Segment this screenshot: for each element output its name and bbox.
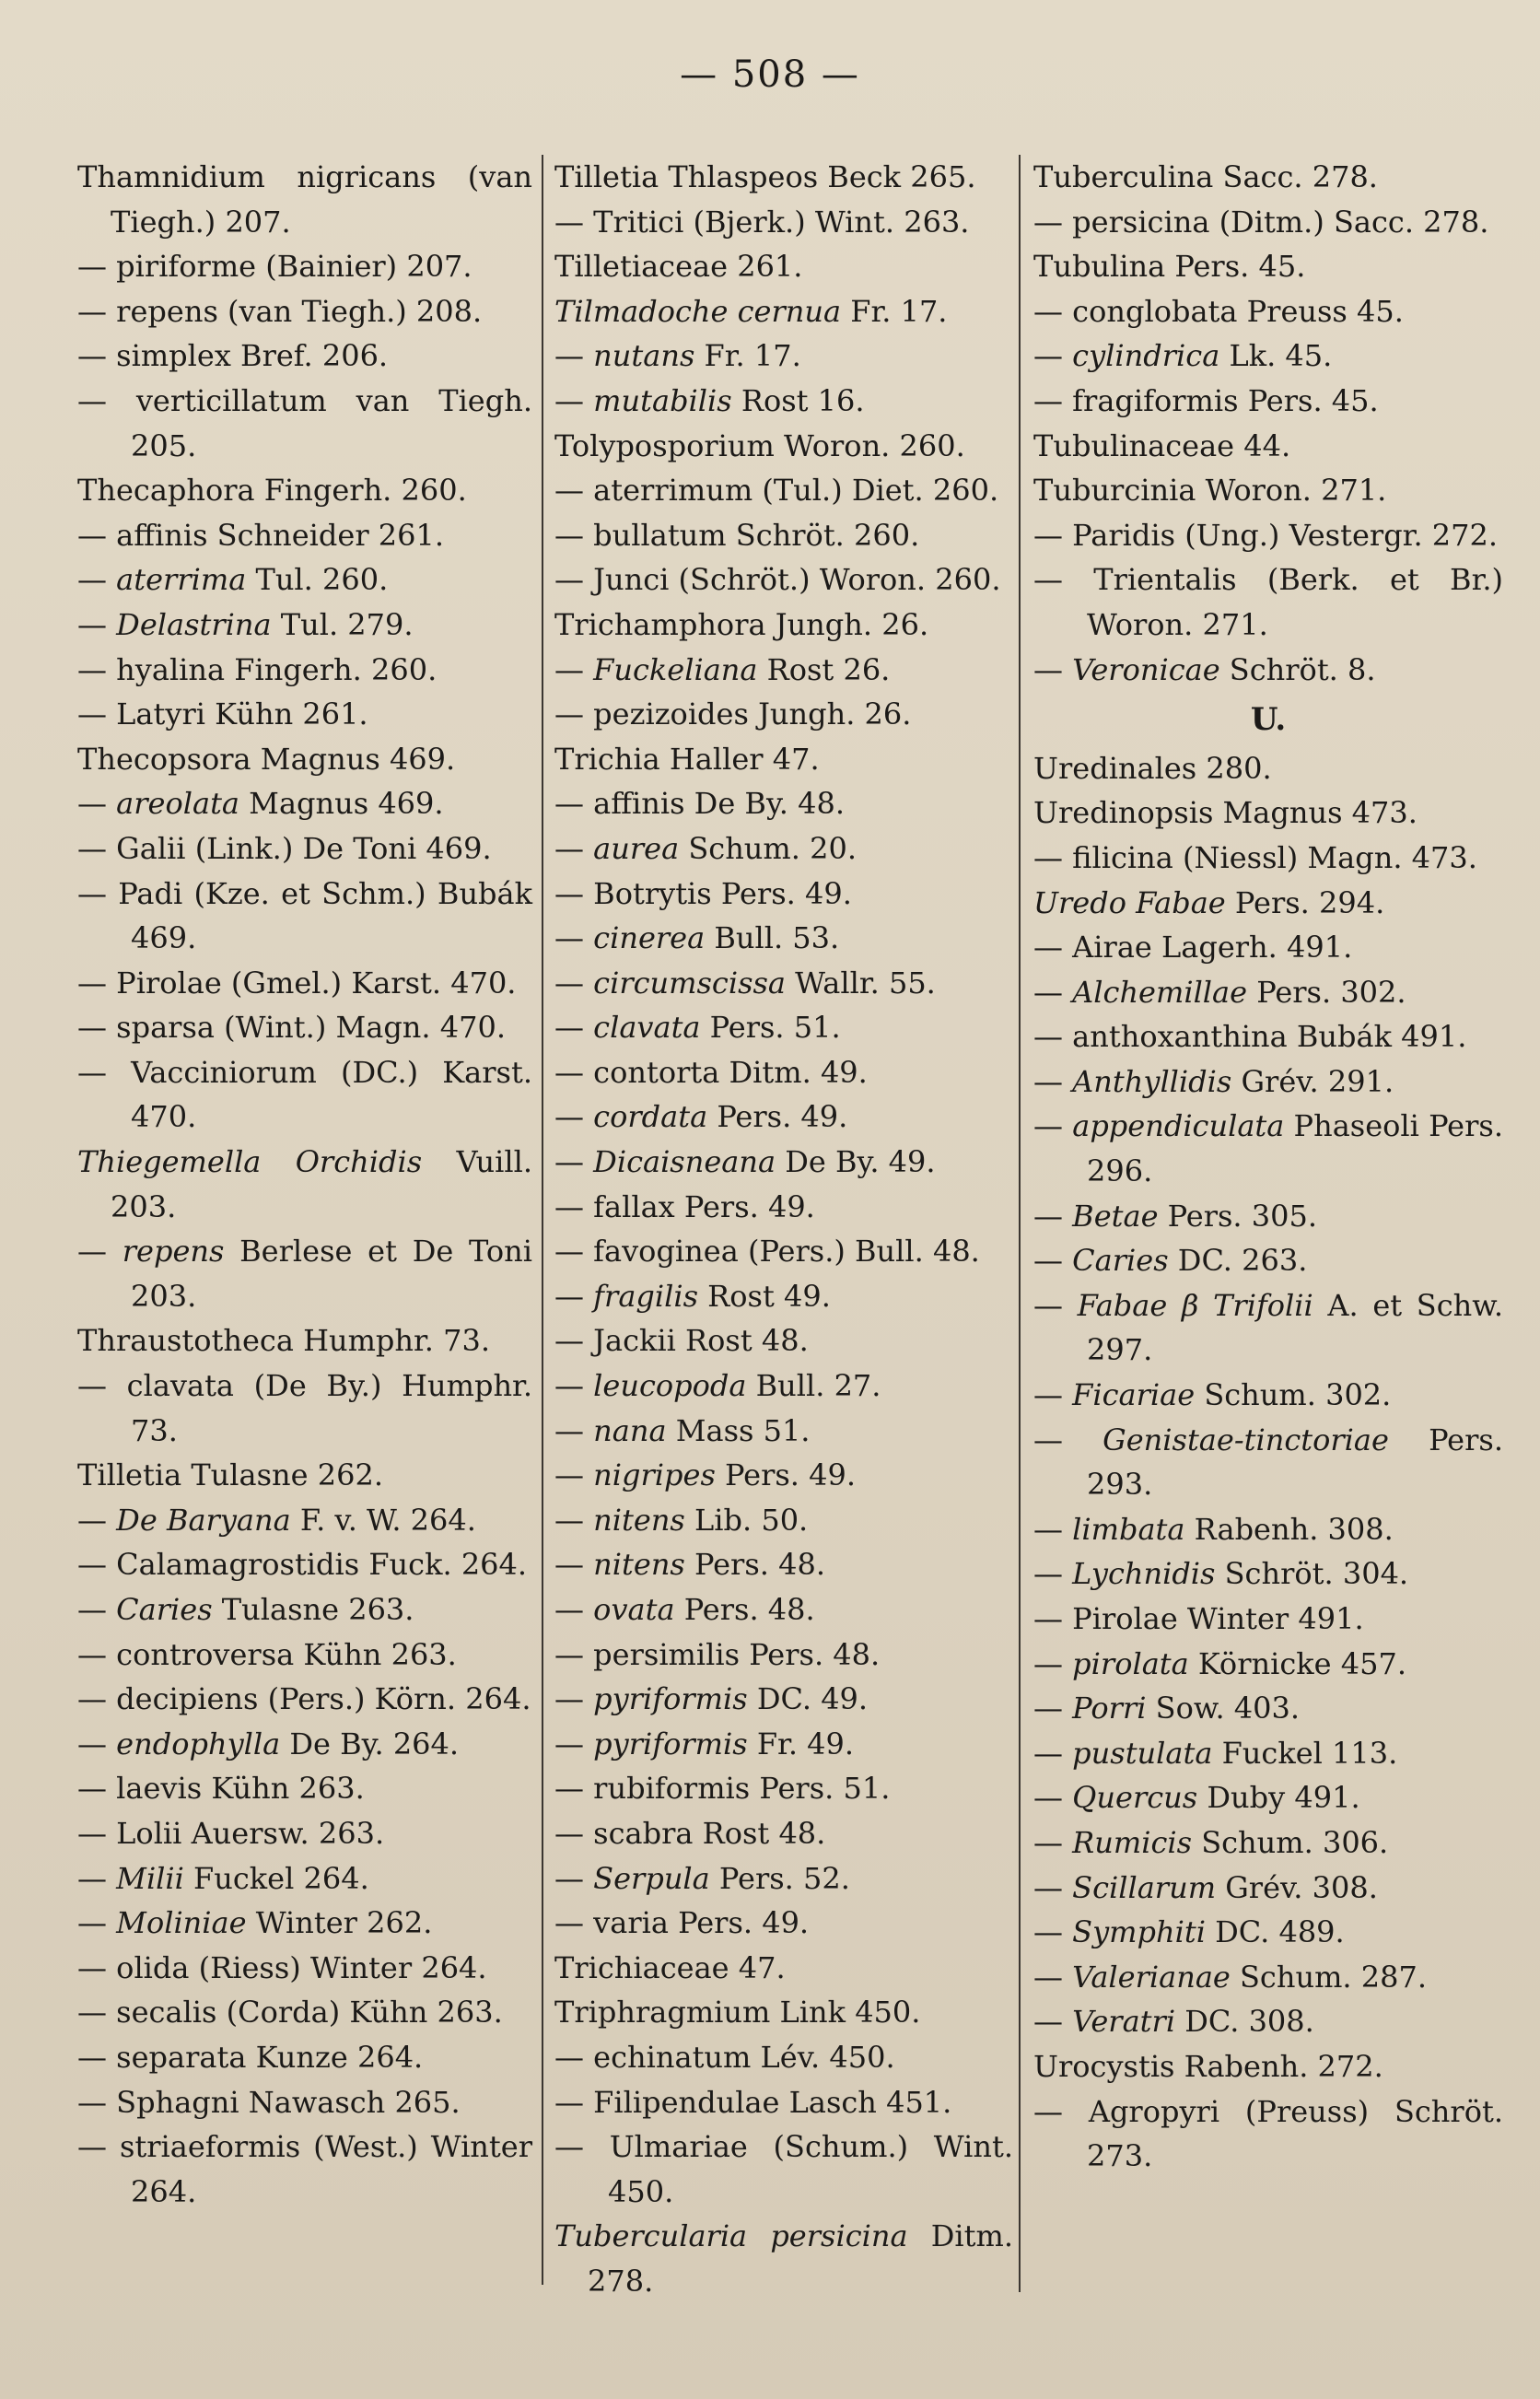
index-entry-genus: Trichia Haller 47. — [554, 741, 820, 777]
index-entry — [1033, 1418, 1503, 1507]
index-entry: — Jackii Rost 48. — [554, 1323, 809, 1359]
index-entry — [554, 826, 1013, 872]
index-entry — [1033, 1283, 1503, 1373]
entry-prefix: — — [1033, 1780, 1073, 1816]
index-entry: — rubiformis Pers. 51. — [554, 1771, 891, 1807]
entry-italic-name: De Baryana — [116, 1502, 291, 1538]
entry-italic-name: Caries — [116, 1592, 213, 1627]
entry-authority: Phaseoli Pers. 296. — [1087, 1108, 1504, 1189]
entry-italic-name: Porri — [1072, 1691, 1147, 1726]
entry-prefix: — — [554, 830, 594, 866]
index-entry-genus: Tolyposporium Woron. 260. — [554, 427, 965, 463]
entry-italic-name: Serpula — [593, 1860, 710, 1896]
entry-prefix: — — [1033, 1959, 1073, 1995]
entry-italic-name: Scillarum — [1072, 1869, 1217, 1905]
entry-italic-name: circumscissa — [593, 965, 786, 1001]
index-entry — [1033, 1373, 1503, 1418]
index-entry-genus: Tuburcinia Woron. 271. — [1033, 473, 1387, 509]
entry-prefix: — — [554, 1278, 594, 1314]
index-entry — [1033, 1866, 1503, 1911]
index-entry — [554, 1677, 1013, 1722]
entry-authority: Fr. 17. — [694, 338, 801, 374]
entry-authority: Pers. 305. — [1158, 1198, 1318, 1234]
index-entry: — laevis Kühn 263. — [77, 1771, 365, 1807]
entry-italic-name: Rumicis — [1072, 1824, 1193, 1860]
entry-italic-name: endophylla — [116, 1726, 281, 1761]
section-heading: U. — [1250, 701, 1287, 739]
index-entry-genus: Triphragmium Link 450. — [554, 1995, 921, 2030]
index-column-2 — [554, 155, 1013, 2304]
entry-authority: Tul. 279. — [271, 606, 414, 642]
entry-italic-name: nitens — [593, 1502, 685, 1538]
entry-prefix: — — [1033, 1824, 1073, 1860]
entry-authority: Berlese et De Toni 203. — [131, 1234, 532, 1314]
index-entry — [554, 648, 1013, 693]
entry-italic-name: cinerea — [593, 920, 706, 956]
entry-authority: F. v. W. 264. — [290, 1502, 476, 1538]
entry-authority: Pers. 49. — [707, 1099, 848, 1135]
entry-italic-name: leucopoda — [593, 1368, 747, 1404]
index-entry — [1033, 1059, 1503, 1105]
entry-prefix: — — [1033, 974, 1073, 1010]
entry-prefix: — — [554, 1457, 594, 1493]
index-entry — [1033, 1910, 1503, 1955]
index-entry — [1033, 1194, 1503, 1239]
entry-prefix: — — [77, 1726, 117, 1761]
index-entry: — striaeformis (West.) Winter 264. — [77, 2129, 532, 2209]
index-entry-genus: Tilletia Tulasne 262. — [77, 1457, 383, 1493]
index-entry-genus: Tubulinaceae 44. — [1033, 427, 1291, 463]
entry-prefix: — — [1033, 1645, 1073, 1681]
index-entry-genus: Thecaphora Fingerh. 260. — [77, 473, 467, 509]
index-entry — [1033, 1238, 1503, 1283]
entry-authority: Duby 491. — [1197, 1780, 1360, 1816]
entry-prefix: — — [1033, 1556, 1073, 1592]
index-column-1 — [77, 155, 532, 2214]
entry-italic-name: ovata — [593, 1592, 675, 1627]
entry-authority: Fr. 49. — [747, 1726, 855, 1761]
entry-authority: DC. 489. — [1205, 1914, 1345, 1950]
entry-italic-name: Delastrina — [116, 606, 272, 642]
entry-prefix: — — [554, 338, 594, 374]
index-entry — [1033, 1731, 1503, 1776]
index-entry-genus: Tubulina Pers. 45. — [1033, 249, 1306, 285]
index-entry — [77, 1856, 532, 1902]
entry-authority: De By. 264. — [280, 1726, 460, 1761]
entry-italic-name: pyriformis — [593, 1726, 748, 1761]
index-entry: — controversa Kühn 263. — [77, 1636, 457, 1672]
index-entry — [1033, 1775, 1503, 1820]
index-entry-genus: Thecopsora Magnus 469. — [77, 741, 456, 777]
index-entry — [77, 1498, 532, 1543]
entry-authority: Fuckel 113. — [1212, 1735, 1398, 1771]
index-entry — [554, 1453, 1013, 1498]
entry-authority: Pers. 51. — [700, 1010, 841, 1046]
index-entry — [554, 1005, 1013, 1050]
index-entry — [554, 961, 1013, 1006]
index-entry: — fragiformis Pers. 45. — [1033, 382, 1379, 418]
index-entry: — olida (Riess) Winter 264. — [77, 1949, 487, 1985]
index-entry — [1033, 1642, 1503, 1687]
index-entry — [554, 379, 1013, 424]
index-entry: — pezizoides Jungh. 26. — [554, 696, 912, 732]
index-entry: — Padi (Kze. et Schm.) Bubák 469. — [77, 875, 532, 956]
index-entry: — bullatum Schröt. 260. — [554, 517, 920, 553]
entry-authority: DC. 263. — [1168, 1243, 1308, 1279]
index-entry: — Latyri Kühn 261. — [77, 696, 368, 732]
entry-prefix: — — [554, 1726, 594, 1761]
entry-authority: Rost 26. — [757, 651, 891, 687]
entry-prefix: — — [77, 1502, 117, 1538]
entry-italic-name: aurea — [593, 830, 680, 866]
column-divider — [1019, 155, 1021, 2292]
entry-authority: Pers. 48. — [674, 1592, 815, 1627]
index-entry-genus: Trichamphora Jungh. 26. — [554, 606, 929, 642]
index-entry: — secalis (Corda) Kühn 263. — [77, 1995, 503, 2030]
index-entry — [554, 1498, 1013, 1543]
entry-italic-name: repens — [122, 1234, 225, 1270]
entry-italic-name: limbata — [1072, 1511, 1185, 1547]
entry-authority: Wallr. 55. — [786, 965, 936, 1001]
index-entry — [1033, 970, 1503, 1015]
index-entry: — Sphagni Nawasch 265. — [77, 2084, 461, 2120]
entry-italic-name: Fuckeliana — [593, 651, 758, 687]
entry-prefix: — — [554, 1099, 594, 1135]
index-entry — [77, 781, 532, 826]
index-entry-genus — [554, 289, 1013, 334]
entry-italic-name: nigripes — [593, 1457, 716, 1493]
entry-authority: Bull. 53. — [705, 920, 840, 956]
index-entry — [554, 1363, 1013, 1409]
entry-authority: Pers. 302. — [1247, 974, 1406, 1010]
page-number: — 508 — — [680, 53, 860, 96]
entry-italic-name: Caries — [1072, 1243, 1169, 1279]
entry-italic-name: pirolata — [1072, 1645, 1189, 1681]
entry-prefix: — — [554, 1547, 594, 1583]
entry-prefix: — — [554, 1860, 594, 1896]
entry-italic-name: Tubercularia persicina — [554, 2218, 908, 2254]
index-entry — [554, 1542, 1013, 1587]
entry-italic-name: nana — [593, 1412, 667, 1448]
entry-prefix: — — [554, 1681, 594, 1717]
index-entry-genus: Thamnidium nigricans (van Tiegh.) 207. — [77, 159, 532, 240]
index-entry: — hyalina Fingerh. 260. — [77, 651, 438, 687]
entry-authority: Grév. 291. — [1231, 1063, 1394, 1099]
index-entry — [1033, 648, 1503, 693]
entry-italic-name: Genistae-tinctoriae — [1102, 1422, 1389, 1457]
index-entry: — Vacciniorum (DC.) Karst. 470. — [77, 1054, 532, 1135]
entry-authority: Fr. 17. — [841, 293, 948, 329]
index-entry — [554, 1140, 1013, 1185]
entry-authority: Rost 16. — [731, 382, 865, 418]
entry-authority: Lib. 50. — [684, 1502, 809, 1538]
entry-authority: A. et Schw. 297. — [1087, 1287, 1504, 1368]
entry-italic-name: Moliniae — [116, 1905, 247, 1941]
index-entry-genus: Trichiaceae 47. — [554, 1949, 786, 1985]
index-entry: — aterrimum (Tul.) Diet. 260. — [554, 473, 999, 509]
index-entry-genus: Thraustotheca Humphr. 73. — [77, 1323, 491, 1359]
index-entry — [77, 557, 532, 603]
entry-authority: Tul. 260. — [246, 562, 389, 598]
index-column-3 — [1033, 155, 1503, 2179]
index-entry: — Ulmariae (Schum.) Wint. 450. — [554, 2129, 1013, 2209]
index-entry — [1033, 1820, 1503, 1866]
index-entry: — echinatum Lév. 450. — [554, 2039, 895, 2075]
index-entry — [77, 1587, 532, 1632]
index-entry: — Botrytis Pers. 49. — [554, 875, 852, 911]
entry-italic-name: Valerianae — [1072, 1959, 1231, 1995]
index-entry — [554, 1409, 1013, 1454]
entry-prefix: — — [77, 1905, 117, 1941]
column-divider — [542, 155, 543, 2285]
entry-italic-name: Veronicae — [1072, 651, 1220, 687]
index-entry-genus: Tuberculina Sacc. 278. — [1033, 159, 1378, 194]
index-entry: — persimilis Pers. 48. — [554, 1636, 881, 1672]
index-entry — [1033, 1955, 1503, 2000]
index-entry: — conglobata Preuss 45. — [1033, 293, 1404, 329]
entry-italic-name: nitens — [593, 1547, 685, 1583]
index-entry: — Trientalis (Berk. et Br.) Woron. 271. — [1033, 562, 1503, 642]
index-entry — [1033, 1551, 1503, 1597]
entry-authority: DC. 49. — [747, 1681, 869, 1717]
entry-italic-name: mutabilis — [593, 382, 732, 418]
entry-authority: Pers. 52. — [709, 1860, 850, 1896]
entry-authority: Pers. 294. — [1225, 884, 1385, 920]
entry-italic-name: pustulata — [1072, 1735, 1213, 1771]
index-entry: — repens (van Tiegh.) 208. — [77, 293, 483, 329]
entry-authority: Bull. 27. — [746, 1368, 881, 1404]
index-entry-genus — [554, 2214, 1013, 2303]
entry-authority: Pers. 293. — [1087, 1422, 1504, 1503]
entry-italic-name: Alchemillae — [1072, 974, 1248, 1010]
entry-authority: Fuckel 264. — [183, 1860, 369, 1896]
index-entry: — clavata (De By.) Humphr. 73. — [77, 1368, 532, 1448]
index-entry: — Paridis (Ung.) Vestergr. 272. — [1033, 517, 1499, 553]
index-entry: — scabra Rost 48. — [554, 1815, 826, 1851]
index-entry-genus: Tilletiaceae 261. — [554, 249, 803, 285]
index-entry — [554, 1856, 1013, 1902]
entry-prefix: — — [554, 1502, 594, 1538]
entry-prefix: — — [1033, 2004, 1073, 2040]
entry-prefix: — — [554, 1144, 594, 1180]
entry-authority: Mass 51. — [666, 1412, 811, 1448]
entry-prefix: — — [77, 1860, 117, 1896]
entry-prefix: — — [77, 606, 117, 642]
index-entry — [1033, 1999, 1503, 2044]
index-entry: — fallax Pers. 49. — [554, 1188, 815, 1224]
entry-italic-name: cylindrica — [1072, 338, 1220, 374]
entry-italic-name: Quercus — [1072, 1780, 1198, 1816]
entry-authority: Grév. 308. — [1216, 1869, 1378, 1905]
entry-italic-name: Veratri — [1072, 2004, 1176, 2040]
index-entry: — piriforme (Bainier) 207. — [77, 249, 472, 285]
entry-authority: Winter 262. — [246, 1905, 433, 1941]
entry-italic-name: Milii — [116, 1860, 184, 1896]
entry-prefix: — — [1033, 1914, 1073, 1950]
index-entry — [1033, 1104, 1503, 1193]
entry-prefix: — — [554, 382, 594, 418]
entry-italic-name: Anthyllidis — [1072, 1063, 1232, 1099]
index-entry: — contorta Ditm. 49. — [554, 1054, 868, 1090]
index-entry-genus — [77, 1140, 532, 1229]
entry-authority: Schum. 302. — [1195, 1377, 1392, 1413]
entry-prefix: — — [77, 562, 117, 598]
entry-prefix: — — [1033, 651, 1073, 687]
entry-prefix: — — [1033, 1422, 1103, 1457]
entry-prefix: — — [77, 1234, 122, 1270]
index-entry: — Airae Lagerh. 491. — [1033, 930, 1353, 965]
entry-authority: Schum. 20. — [679, 830, 857, 866]
index-entry: — Pirolae Winter 491. — [1033, 1601, 1364, 1636]
entry-authority: DC. 308. — [1175, 2004, 1314, 2040]
index-entry — [77, 1901, 532, 1946]
entry-prefix: — — [1033, 1511, 1073, 1547]
entry-prefix: — — [77, 1592, 117, 1627]
entry-prefix: — — [554, 651, 594, 687]
index-entry: — Pirolae (Gmel.) Karst. 470. — [77, 965, 517, 1001]
index-entry: — filicina (Niessl) Magn. 473. — [1033, 839, 1477, 875]
index-entry: — Calamagrostidis Fuck. 264. — [77, 1547, 528, 1583]
entry-italic-name: Thiegemella Orchidis — [77, 1144, 423, 1180]
entry-prefix: — — [554, 1412, 594, 1448]
entry-italic-name: Fabae β Trifolii — [1077, 1287, 1313, 1323]
entry-prefix: — — [1033, 1243, 1073, 1279]
index-entry — [1033, 1686, 1503, 1731]
index-entry-genus: Uredinales 280. — [1033, 750, 1272, 786]
index-entry — [77, 1229, 532, 1318]
entry-italic-name: clavata — [593, 1010, 701, 1046]
entry-prefix: — — [554, 1592, 594, 1627]
index-entry: — affinis De By. 48. — [554, 786, 845, 822]
index-entry: — Filipendulae Lasch 451. — [554, 2084, 952, 2120]
entry-authority: Schröt. 304. — [1215, 1556, 1409, 1592]
entry-authority: Körnicke 457. — [1188, 1645, 1406, 1681]
entry-authority: Schum. 287. — [1230, 1959, 1427, 1995]
index-entry-genus — [1033, 881, 1503, 926]
index-entry: — affinis Schneider 261. — [77, 517, 445, 553]
entry-prefix: — — [554, 1010, 594, 1046]
entry-prefix: — — [1033, 1377, 1073, 1413]
entry-italic-name: appendiculata — [1072, 1108, 1285, 1144]
index-entry: — Tritici (Bjerk.) Wint. 263. — [554, 204, 970, 240]
index-entry — [1033, 1507, 1503, 1552]
entry-prefix: — — [77, 786, 117, 822]
entry-italic-name: Tilmadoche cernua — [554, 293, 842, 329]
entry-italic-name: areolata — [116, 786, 239, 822]
index-entry: — simplex Bref. 206. — [77, 338, 389, 374]
entry-italic-name: Dicaisneana — [593, 1144, 776, 1180]
entry-authority: Sow. 403. — [1146, 1691, 1301, 1726]
index-entry: — sparsa (Wint.) Magn. 470. — [77, 1010, 506, 1046]
entry-prefix: — — [1033, 1063, 1073, 1099]
index-entry: — varia Pers. 49. — [554, 1905, 810, 1941]
entry-authority: Tulasne 263. — [212, 1592, 414, 1627]
entry-prefix: — — [1033, 1869, 1073, 1905]
entry-prefix: — — [1033, 1198, 1073, 1234]
entry-authority: Ditm. 278. — [588, 2218, 1014, 2299]
entry-prefix: — — [1033, 1287, 1078, 1323]
index-entry: — persicina (Ditm.) Sacc. 278. — [1033, 204, 1489, 240]
entry-prefix: — — [554, 965, 594, 1001]
index-entry: — separata Kunze 264. — [77, 2039, 424, 2075]
entry-authority: Pers. 49. — [715, 1457, 857, 1493]
entry-italic-name: Ficariae — [1072, 1377, 1196, 1413]
entry-italic-name: cordata — [593, 1099, 708, 1135]
entry-authority: Rost 49. — [698, 1278, 831, 1314]
index-entry — [1033, 334, 1503, 379]
entry-italic-name: aterrima — [116, 562, 247, 598]
index-entry — [554, 1274, 1013, 1319]
index-entry: — anthoxanthina Bubák 491. — [1033, 1019, 1467, 1055]
entry-authority: Magnus 469. — [239, 786, 444, 822]
index-entry — [77, 603, 532, 648]
index-entry: — decipiens (Pers.) Körn. 264. — [77, 1681, 531, 1717]
entry-authority: Schum. 306. — [1192, 1824, 1389, 1860]
entry-authority: Pers. 48. — [684, 1547, 825, 1583]
index-entry: — Lolii Auersw. 263. — [77, 1815, 385, 1851]
index-entry-genus: Uredinopsis Magnus 473. — [1033, 795, 1418, 831]
index-entry: — Junci (Schröt.) Woron. 260. — [554, 562, 1001, 598]
index-entry: — Galii (Link.) De Toni 469. — [77, 830, 492, 866]
entry-authority: Vuill. 203. — [111, 1144, 533, 1224]
index-entry — [77, 1722, 532, 1767]
entry-italic-name: Lychnidis — [1072, 1556, 1216, 1592]
index-entry — [554, 1587, 1013, 1632]
entry-italic-name: Symphiti — [1072, 1914, 1206, 1950]
entry-authority: Lk. 45. — [1219, 338, 1333, 374]
index-entry — [554, 1094, 1013, 1140]
entry-prefix: — — [1033, 1735, 1073, 1771]
index-entry-genus: Urocystis Rabenh. 272. — [1033, 2048, 1383, 2084]
entry-prefix: — — [1033, 1691, 1073, 1726]
entry-italic-name: Uredo Fabae — [1033, 884, 1226, 920]
entry-prefix: — — [554, 920, 594, 956]
entry-prefix: — — [554, 1368, 594, 1404]
entry-italic-name: fragilis — [593, 1278, 698, 1314]
index-entry: — favoginea (Pers.) Bull. 48. — [554, 1234, 980, 1270]
entry-authority: Rabenh. 308. — [1184, 1511, 1394, 1547]
index-entry-genus: Tilletia Thlaspeos Beck 265. — [554, 159, 976, 194]
index-entry — [554, 334, 1013, 379]
index-entry: — Agropyri (Preuss) Schröt. 273. — [1033, 2093, 1503, 2174]
entry-authority: Schröt. 8. — [1219, 651, 1376, 687]
entry-italic-name: Betae — [1072, 1198, 1159, 1234]
entry-prefix: — — [1033, 338, 1073, 374]
entry-italic-name: pyriformis — [593, 1681, 748, 1717]
index-entry: — verticillatum van Tiegh. 205. — [77, 382, 532, 463]
index-entry — [554, 916, 1013, 961]
entry-prefix: — — [1033, 1108, 1073, 1144]
entry-italic-name: nutans — [593, 338, 695, 374]
entry-authority: De By. 49. — [776, 1144, 936, 1180]
index-entry — [554, 1722, 1013, 1767]
